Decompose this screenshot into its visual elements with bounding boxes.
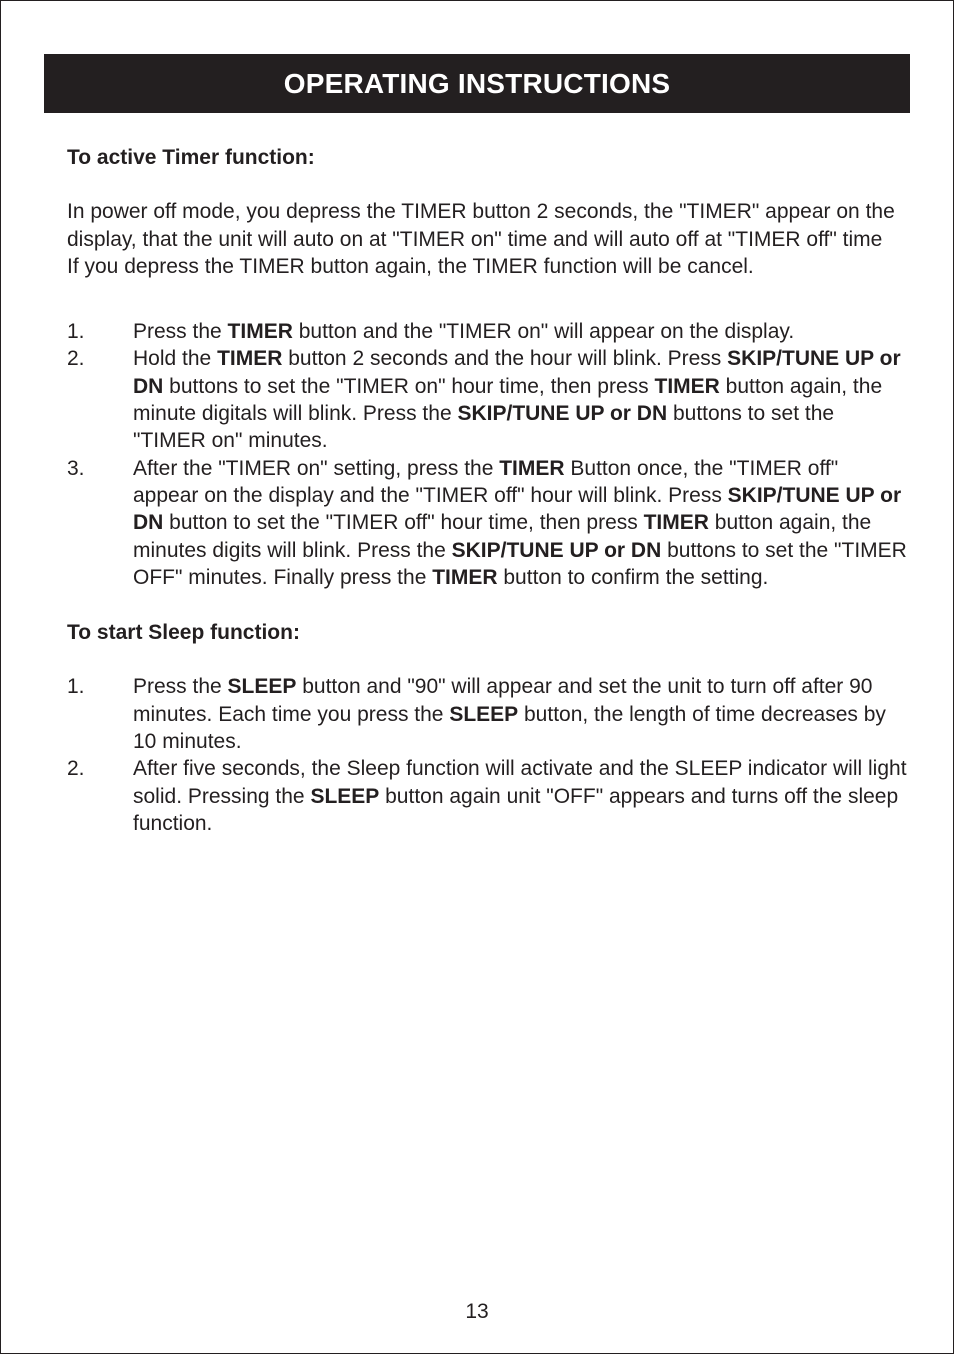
bold-term: SKIP/TUNE UP or DN — [133, 483, 902, 535]
step-text-segment: buttons to set the "TIMER on" minutes. — [133, 402, 835, 453]
sleep-step-1 — [67, 673, 907, 755]
step-text-segment: Button once, the "TIMER off" appear on the display and the "TIMER off" hour will blink. Press — [133, 456, 839, 507]
title-bar — [44, 54, 910, 113]
step-number: 2. — [67, 347, 85, 371]
step-text-segment: button 2 seconds and the hour will blink. Press — [282, 347, 728, 371]
step-text-segment: buttons to set the "TIMER OFF" minutes. Finally press the — [133, 538, 907, 589]
page-title: OPERATING INSTRUCTIONS — [283, 67, 671, 99]
step-text-segment: button and "90" will appear and set the unit to turn off after 90 minutes. Each time you press the — [133, 675, 873, 726]
step-number: 1. — [67, 675, 85, 699]
timer-steps-list — [67, 318, 907, 591]
step-text — [133, 673, 907, 755]
timer-step-2 — [67, 345, 907, 454]
bold-term: TIMER — [654, 374, 720, 398]
bold-term: SLEEP — [310, 784, 380, 808]
timer-step-1 — [67, 318, 907, 345]
step-text-segment: After the "TIMER on" setting, press the — [133, 456, 500, 480]
step-text-segment: button and the "TIMER on" will appear on the display. — [292, 320, 795, 344]
step-number: 2. — [67, 757, 85, 781]
bold-term: TIMER — [217, 347, 283, 371]
step-text — [133, 455, 907, 591]
bold-term: SKIP/TUNE UP or DN — [457, 402, 668, 426]
step-text-segment: button, the length of time decreases by 10 minutes. — [133, 702, 886, 754]
step-text-segment: Press the — [133, 320, 228, 344]
bold-term: TIMER — [643, 511, 709, 535]
timer-intro-paragraph-2: If you depress the TIMER button again, the TIMER function will be cancel. — [67, 254, 754, 278]
bold-term: SKIP/TUNE UP or DN — [451, 538, 662, 562]
sleep-step-2 — [67, 755, 907, 837]
bold-term: SLEEP — [449, 702, 519, 726]
bold-term: SKIP/TUNE UP or DN — [133, 347, 901, 398]
timer-heading: To active Timer function: — [67, 146, 315, 169]
sleep-heading: To start Sleep function: — [67, 621, 300, 645]
bold-term: SLEEP — [227, 675, 297, 699]
timer-step-3 — [67, 455, 907, 591]
step-number: 1. — [67, 320, 85, 344]
step-text-segment: button to confirm the setting. — [497, 565, 769, 589]
step-text-segment: After five seconds, the Sleep function will activate and the SLEEP indicator will light solid. Pressing the — [133, 757, 907, 808]
timer-intro-paragraph-1: In power off mode, you depress the TIMER button 2 seconds, the "TIMER" appear on the display, that the unit will auto on at "TIMER on" time and will auto off at "TIMER off" time — [67, 200, 895, 251]
step-text — [133, 318, 907, 345]
step-number: 3. — [67, 456, 85, 480]
bold-term: TIMER — [432, 565, 498, 589]
step-text — [133, 345, 907, 454]
step-text — [133, 755, 907, 837]
step-text-segment: Press the — [133, 675, 228, 699]
step-text-segment: button again unit "OFF" appears and turns off the sleep function. — [133, 784, 899, 835]
page-number: 13 — [465, 1300, 489, 1323]
bold-term: TIMER — [499, 456, 565, 480]
step-text-segment: Hold the — [133, 347, 218, 371]
step-text-segment: button again, the minutes digits will blink. Press the — [133, 511, 872, 562]
step-text-segment: buttons to set the "TIMER on" hour time, then press — [163, 374, 655, 398]
bold-term: TIMER — [227, 320, 293, 344]
page-content — [67, 144, 907, 837]
step-text-segment: button to set the "TIMER off" hour time, then press — [163, 511, 644, 535]
step-text-segment: button again, the minute digitals will blink. Press the — [133, 374, 883, 426]
sleep-steps-list — [67, 673, 907, 837]
